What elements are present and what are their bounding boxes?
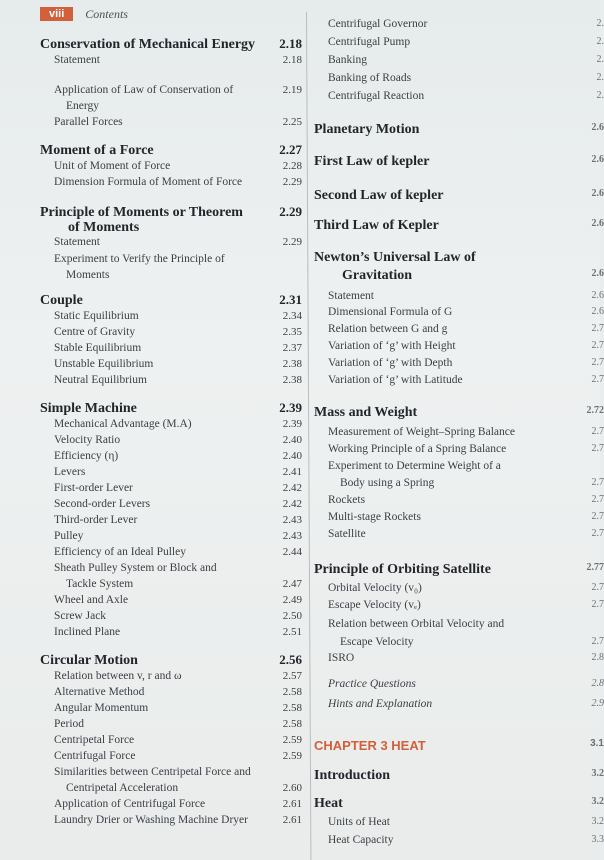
toc-entry-title: CHAPTER 3 HEAT (314, 738, 426, 753)
toc-page-number: 2.8 (591, 652, 604, 663)
toc-entry-title: Relation between G and g (328, 323, 448, 335)
toc-entry (40, 766, 302, 778)
toc-entry-title: Second-order Levers (54, 498, 151, 510)
toc-entry-title: Relation between Orbital Velocity and (328, 618, 505, 630)
toc-page-number: 2.51 (282, 626, 302, 638)
toc-entry-title: First-order Lever (54, 482, 133, 494)
page-number-badge: viii (40, 7, 73, 21)
toc-entry (40, 702, 302, 714)
toc-entry (314, 72, 604, 84)
toc-section-heading (314, 122, 604, 138)
toc-page-number: 2.8 (591, 678, 604, 689)
toc-page-number: 2.25 (282, 116, 302, 128)
toc-entry (40, 562, 302, 574)
toc-entry-title: of Moments (68, 220, 140, 235)
toc-page-number: 2.61 (282, 798, 302, 810)
toc-page-number: 2.31 (279, 292, 302, 307)
toc-entry-title: Newton’s Universal Law of (314, 250, 476, 265)
toc-entry-title: Centripetal Force (54, 734, 135, 746)
toc-section-heading (40, 220, 302, 236)
toc-entry-title: Practice Questions (328, 678, 416, 690)
toc-page-number: 2.6 (591, 154, 604, 165)
toc-page-number: 2.37 (282, 342, 302, 354)
toc-entry (40, 342, 302, 354)
toc-entry-title: Tackle System (66, 578, 134, 590)
toc-entry-title: First Law of kepler (314, 154, 430, 169)
toc-entry-title: Variation of ‘g’ with Latitude (328, 374, 463, 386)
toc-entry (314, 618, 592, 630)
toc-entry (314, 636, 604, 648)
toc-entry (40, 326, 302, 338)
toc-section-heading (40, 36, 302, 53)
toc-entry-title: Heat (314, 796, 343, 811)
toc-page-number: 2.7 (591, 340, 604, 351)
toc-entry (314, 816, 604, 828)
toc-page-number: 2.7 (591, 357, 604, 368)
toc-entry (40, 750, 302, 762)
toc-entry-title: Orbital Velocity (v₀) (328, 582, 422, 594)
toc-entry-title: Laundry Drier or Washing Machine Dryer (54, 814, 248, 826)
toc-entry-title: Variation of ‘g’ with Depth (328, 357, 453, 369)
toc-page-number: 2.6 (591, 188, 604, 199)
toc-entry (40, 814, 302, 826)
toc-page-number: 2.7 (591, 443, 604, 454)
toc-entry-title: Third Law of Kepler (314, 218, 439, 233)
toc-entry (40, 160, 302, 172)
toc-entry (314, 443, 604, 455)
toc-italic-entry (314, 698, 604, 710)
toc-page-number: 2.77 (586, 562, 604, 573)
toc-section-heading (314, 218, 604, 234)
toc-entry-title: Heat Capacity (328, 834, 394, 846)
toc-page-number: 2.6 (591, 268, 604, 279)
toc-entry (40, 116, 302, 128)
toc-entry (314, 528, 604, 540)
toc-section-heading (314, 562, 604, 578)
toc-page-number: 2.7 (591, 599, 604, 610)
toc-page-number: 2. (596, 18, 604, 29)
toc-entry (314, 357, 604, 369)
toc-entry-title: Couple (40, 293, 83, 308)
toc-entry (40, 358, 302, 370)
toc-page-number: 2.58 (282, 718, 302, 730)
toc-entry-title: Second Law of kepler (314, 188, 444, 203)
toc-page-number: 2.42 (282, 498, 302, 510)
chapter-heading (314, 738, 604, 753)
toc-entry-title: Principle of Moments or Theorem (40, 205, 243, 220)
toc-entry-title: Centrifugal Force (54, 750, 136, 762)
toc-entry-title: Body using a Spring (340, 477, 435, 489)
toc-section-heading (314, 268, 604, 284)
toc-entry-title: Measurement of Weight–Spring Balance (328, 426, 515, 438)
toc-entry (314, 494, 604, 506)
toc-page-number: 2.42 (282, 482, 302, 494)
toc-entry (40, 100, 302, 112)
toc-entry (40, 466, 302, 478)
toc-entry-title: Angular Momentum (54, 702, 149, 714)
toc-page-number: 2.6 (591, 218, 604, 229)
toc-entry-title: Units of Heat (328, 816, 390, 828)
toc-entry (314, 460, 592, 472)
toc-entry-title: Inclined Plane (54, 626, 121, 638)
toc-page-number: 3.2 (591, 796, 604, 807)
toc-page-number: 2.43 (282, 514, 302, 526)
toc-page-number: 2. (596, 36, 604, 47)
toc-entry (40, 54, 302, 66)
toc-section-heading (314, 250, 592, 266)
toc-page-number: 2.35 (282, 326, 302, 338)
toc-entry-title: Moments (66, 269, 110, 281)
toc-italic-entry (314, 678, 604, 690)
toc-section-heading (40, 142, 302, 159)
toc-entry-title: Statement (54, 54, 100, 66)
toc-page-number: 2.38 (282, 374, 302, 386)
toc-page-number: 2.59 (282, 734, 302, 746)
toc-entry-title: Banking (328, 54, 367, 66)
toc-page-number: 2. (596, 54, 604, 65)
toc-entry-title: Application of Centrifugal Force (54, 798, 206, 810)
toc-entry-title: Statement (328, 290, 374, 302)
toc-page-number: 2.43 (282, 530, 302, 542)
toc-entry-title: Hints and Explanation (328, 698, 433, 710)
toc-entry-title: Dimensional Formula of G (328, 306, 453, 318)
toc-entry-title: Mass and Weight (314, 405, 418, 420)
toc-entry-title: Experiment to Verify the Principle of (54, 253, 225, 265)
toc-page-number: 2.47 (282, 578, 302, 590)
toc-page-number: 2.57 (282, 670, 302, 682)
toc-page-number: 2.50 (282, 610, 302, 622)
toc-entry (40, 578, 302, 590)
toc-entry (314, 582, 604, 594)
toc-entry-title: Energy (66, 100, 100, 112)
toc-page-number: 3.1 (590, 738, 604, 749)
toc-entry-title: Simple Machine (40, 401, 137, 416)
toc-entry (40, 626, 302, 638)
toc-entry-title: Working Principle of a Spring Balance (328, 443, 507, 455)
toc-entry-title: Neutral Equilibrium (54, 374, 147, 386)
toc-entry-title: Efficiency of an Ideal Pulley (54, 546, 186, 558)
toc-entry (40, 236, 302, 248)
toc-entry (314, 834, 604, 846)
toc-entry (314, 511, 604, 523)
toc-entry-title: Unstable Equilibrium (54, 358, 154, 370)
toc-entry-title: Multi-stage Rockets (328, 511, 421, 523)
toc-entry (314, 374, 604, 386)
toc-entry (40, 686, 302, 698)
toc-entry (40, 269, 302, 281)
toc-entry (40, 253, 302, 265)
toc-page-number: 2.27 (279, 142, 302, 157)
toc-section-heading (314, 768, 604, 784)
toc-entry-title: Pulley (54, 530, 84, 542)
toc-page-number: 2.44 (282, 546, 302, 558)
toc-entry (40, 374, 302, 386)
toc-entry-title: Unit of Moment of Force (54, 160, 171, 172)
toc-entry-title: Banking of Roads (328, 72, 412, 84)
toc-page-number: 2.6 (591, 290, 604, 301)
toc-section-heading (40, 400, 302, 417)
toc-page-number: 2.19 (282, 84, 302, 96)
toc-page-number: 2.7 (591, 477, 604, 488)
toc-section-heading (40, 204, 302, 221)
toc-entry (314, 290, 604, 302)
toc-page-number: 2.7 (591, 528, 604, 539)
toc-page-number: 2.61 (282, 814, 302, 826)
toc-entry-title: Static Equilibrium (54, 310, 139, 322)
toc-entry-title: Third-order Lever (54, 514, 138, 526)
toc-entry-title: Experiment to Determine Weight of a (328, 460, 501, 472)
toc-entry-title: Centripetal Acceleration (66, 782, 179, 794)
toc-entry (314, 90, 604, 102)
toc-entry-title: Alternative Method (54, 686, 145, 698)
toc-entry-title: Centrifugal Pump (328, 36, 411, 48)
toc-entry (314, 36, 604, 48)
toc-entry (314, 306, 604, 318)
toc-entry-title: Centrifugal Governor (328, 18, 428, 30)
toc-entry-title: Statement (54, 236, 100, 248)
toc-entry (40, 610, 302, 622)
toc-section-heading (314, 154, 604, 170)
toc-entry-title: Rockets (328, 494, 366, 506)
toc-entry-title: Centre of Gravity (54, 326, 136, 338)
toc-entry (40, 434, 302, 446)
toc-page-number: 2.7 (591, 323, 604, 334)
toc-page-number: 2.58 (282, 702, 302, 714)
toc-page-number: 2.39 (282, 418, 302, 430)
toc-entry-title: Efficiency (η) (54, 450, 119, 462)
toc-entry (40, 734, 302, 746)
toc-page-number: 2.7 (591, 494, 604, 505)
toc-entry (314, 477, 604, 489)
toc-section-heading (314, 188, 604, 204)
toc-entry-title: Introduction (314, 768, 390, 783)
toc-entry (40, 310, 302, 322)
toc-page-number: 2.72 (586, 405, 604, 416)
toc-entry (314, 54, 604, 66)
toc-entry-title: Mechanical Advantage (M.A) (54, 418, 192, 430)
column-divider (306, 12, 311, 860)
toc-entry (314, 323, 604, 335)
toc-entry-title: Application of Law of Conservation of (54, 84, 234, 96)
toc-entry-title: Principle of Orbiting Satellite (314, 562, 491, 577)
toc-entry-title: Dimension Formula of Moment of Force (54, 176, 243, 188)
toc-entry-title: Sheath Pulley System or Block and (54, 562, 217, 574)
toc-page-number: 2.38 (282, 358, 302, 370)
toc-page-number: 2.7 (591, 636, 604, 647)
toc-page-number: 2.7 (591, 582, 604, 593)
toc-page-number: 2.60 (282, 782, 302, 794)
toc-page-number: 2.49 (282, 594, 302, 606)
toc-page-number: 2.41 (282, 466, 302, 478)
toc-entry (40, 782, 302, 794)
toc-entry-title: Moment of a Force (40, 143, 154, 158)
toc-entry (314, 599, 604, 611)
toc-page-number: 2.29 (282, 176, 302, 188)
toc-entry (314, 340, 604, 352)
toc-entry-title: Planetary Motion (314, 122, 420, 137)
toc-page-number: 2.18 (282, 54, 302, 66)
toc-page-number: 2.7 (591, 374, 604, 385)
toc-entry (40, 546, 302, 558)
toc-page-number: 3.2 (591, 768, 604, 779)
toc-entry (40, 450, 302, 462)
toc-entry-title: Screw Jack (54, 610, 107, 622)
toc-entry-title: Similarities between Centripetal Force and (54, 766, 251, 778)
toc-page-number: 2.6 (591, 122, 604, 133)
toc-entry-title: Stable Equilibrium (54, 342, 142, 354)
toc-entry (40, 718, 302, 730)
toc-entry (40, 530, 302, 542)
toc-entry (314, 426, 604, 438)
toc-entry-title: Velocity Ratio (54, 434, 121, 446)
toc-page-number: 2.7 (591, 511, 604, 522)
toc-section-heading (314, 796, 604, 812)
toc-entry (40, 798, 302, 810)
toc-page-number: 2.40 (282, 434, 302, 446)
running-title: Contents (85, 6, 128, 21)
toc-page-number: 2.9 (591, 698, 604, 709)
toc-entry-title: Circular Motion (40, 653, 138, 668)
toc-entry-title: Levers (54, 466, 86, 478)
toc-page-number: 2.58 (282, 686, 302, 698)
toc-entry-title: Period (54, 718, 85, 730)
toc-entry (40, 482, 302, 494)
toc-entry-title: ISRO (328, 652, 355, 664)
toc-page-number: 2. (596, 90, 604, 101)
toc-page-number: 2.18 (279, 36, 302, 51)
toc-page-number: 2.40 (282, 450, 302, 462)
toc-entry-title: Wheel and Axle (54, 594, 129, 606)
toc-entry-title: Satellite (328, 528, 366, 540)
toc-entry-title: Gravitation (342, 268, 412, 283)
toc-entry-title: Escape Velocity (340, 636, 414, 648)
toc-section-heading (40, 652, 302, 669)
toc-entry (40, 84, 302, 96)
toc-entry-title: Relation between v, r and ω (54, 670, 182, 682)
toc-page-number: 2.28 (282, 160, 302, 172)
toc-page-number: 2.7 (591, 426, 604, 437)
toc-page-number: 3.3 (591, 834, 604, 845)
page-header (40, 4, 128, 24)
toc-page-number: 2.59 (282, 750, 302, 762)
toc-page-number: 2.34 (282, 310, 302, 322)
toc-section-heading (314, 405, 604, 421)
toc-entry-title: Escape Velocity (vₑ) (328, 599, 421, 611)
toc-entry (314, 18, 604, 30)
toc-page-number: 2.29 (279, 204, 302, 219)
toc-entry (40, 514, 302, 526)
toc-entry (314, 652, 604, 664)
toc-page-number: 2.39 (279, 400, 302, 415)
toc-entry-title: Parallel Forces (54, 116, 123, 128)
toc-entry (40, 418, 302, 430)
toc-entry (40, 176, 302, 188)
toc-entry (40, 594, 302, 606)
toc-entry-title: Conservation of Mechanical Energy (40, 37, 256, 52)
toc-page-number: 2.6 (591, 306, 604, 317)
toc-entry-title: Centrifugal Reaction (328, 90, 425, 102)
toc-section-heading (40, 292, 302, 309)
toc-page-number: 2.56 (279, 652, 302, 667)
toc-entry-title: Variation of ‘g’ with Height (328, 340, 456, 352)
toc-entry (40, 670, 302, 682)
toc-page-number: 3.2 (591, 816, 604, 827)
toc-entry (40, 498, 302, 510)
toc-page-number: 2. (596, 72, 604, 83)
toc-page-number: 2.29 (282, 236, 302, 248)
